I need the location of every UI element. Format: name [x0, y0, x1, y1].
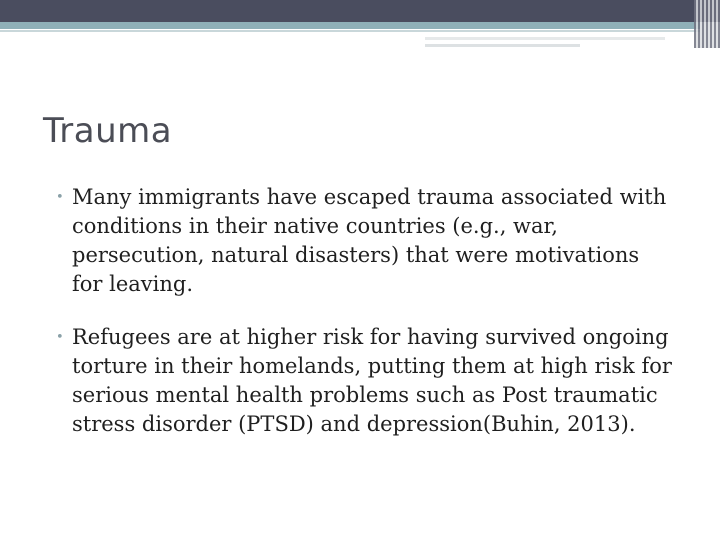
header-accent-line [0, 22, 700, 29]
bullet-item [56, 323, 676, 439]
header-band [0, 0, 720, 22]
slide-title: Trauma [43, 111, 173, 151]
bullet-text: Refugees are at higher risk for having survived ongoing torture in their homelands, putting them at high risk for serious mental health problems such as Post traumatic stress disorder (PTSD) and depression(Buhin, 2013). [72, 325, 672, 436]
bullet-marker: • [56, 330, 64, 345]
corner-decoration [694, 0, 720, 48]
bullet-text: Many immigrants have escaped trauma associated with conditions in their native countries (e.g., war, persecution, natural disasters) that were motivations for leaving. [72, 185, 667, 296]
bullet-marker: • [56, 190, 64, 205]
decorative-line [425, 44, 580, 47]
bullet-item [56, 183, 676, 299]
header-thin-line [0, 30, 700, 32]
decorative-line [425, 37, 665, 40]
bullet-list [56, 183, 676, 463]
